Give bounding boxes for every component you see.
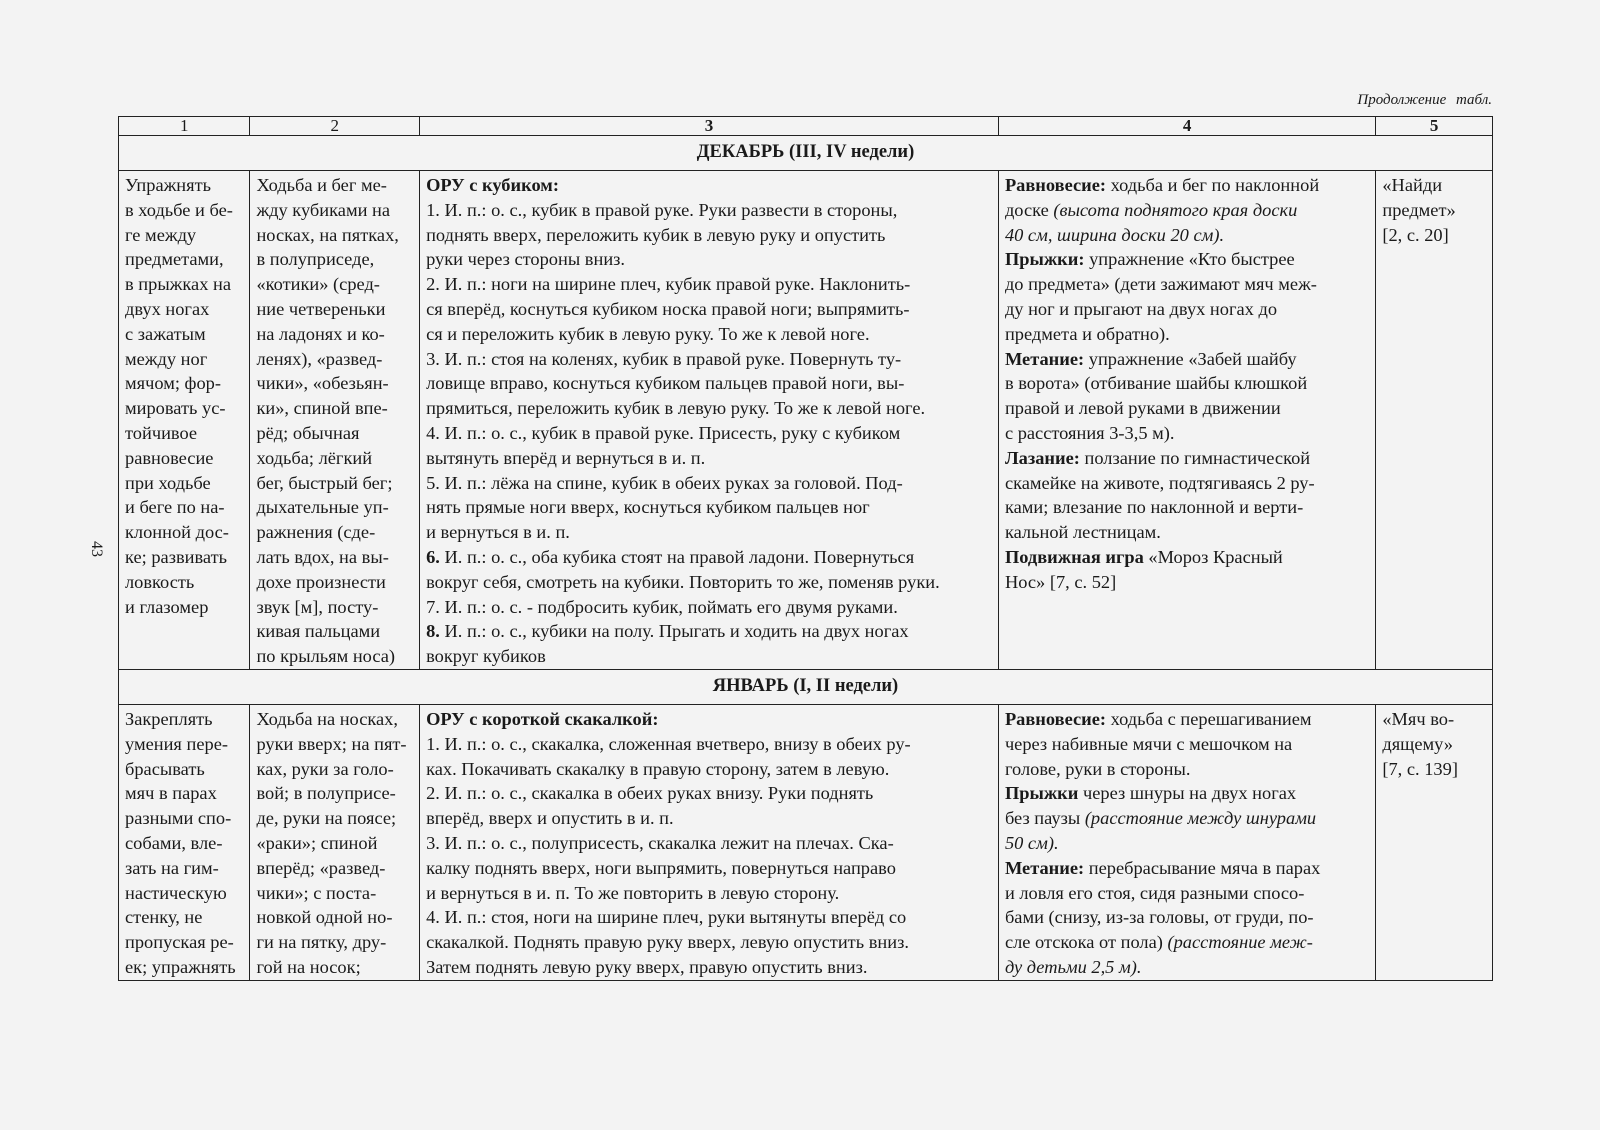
text-line: мячом; фор- <box>125 373 221 394</box>
text-line: на ладонях и ко- <box>256 323 385 344</box>
throwing-entry: сле отскока от пола) (расстояние меж- <box>1004 932 1313 953</box>
text-line: и вернуться в и. п. То же повторить в левую сторону. <box>426 882 840 903</box>
exercises-list <box>426 732 992 980</box>
text-line: и беге по на- <box>125 497 225 518</box>
text-line: Нос» [7, с. 52] <box>1004 571 1117 592</box>
balance-entry: 40 см, ширина доски 20 см). <box>1004 224 1225 245</box>
text-line: вокруг себя, смотреть на кубики. Повторить то же, поменяв руки. <box>426 571 940 592</box>
text-line: чики»; с поста- <box>256 882 377 903</box>
text-line: жду кубиками на <box>256 199 391 220</box>
jumps-entry: Прыжки через шнуры на двух ногах <box>1004 783 1297 804</box>
text-line: вокруг кубиков <box>426 646 546 667</box>
text-line: и ловля его стоя, сидя разными спосо- <box>1004 882 1305 903</box>
text-line: «Мяч во- <box>1382 708 1455 729</box>
text-line: вперёд; «развед- <box>256 857 386 878</box>
text-line: ках. Покачивать скакалку в правую сторону, затем в левую. <box>426 758 890 779</box>
text-line: 1. И. п.: о. с., кубик в правой руке. Руки развести в стороны, <box>426 199 898 220</box>
text-line: ги на пятку, дру- <box>256 932 387 953</box>
text-line: ловкость <box>125 571 195 592</box>
column-number: 2 <box>250 117 420 136</box>
continuation-note: Продолжение табл. <box>1357 92 1492 108</box>
text-line: Ходьба и бег ме- <box>256 175 387 195</box>
throwing-entry <box>1005 881 1369 931</box>
exercises-heading: ОРУ с короткой скакалкой: <box>426 708 659 729</box>
text-line: дыхательные уп- <box>256 497 389 518</box>
text-line: 1. И. п.: о. с., скакалка, сложенная вчетверо, внизу в обеих ру- <box>426 733 911 754</box>
text-line: равновесие <box>125 447 214 468</box>
exercises-list <box>426 198 992 669</box>
goals-cell <box>119 704 250 980</box>
text-line: с расстояния 3-3,5 м). <box>1004 422 1175 443</box>
text-line: мировать ус- <box>125 398 226 419</box>
text-line: Затем поднять левую руку вверх, правую опустить вниз. <box>426 956 868 977</box>
game-cell <box>1376 704 1493 980</box>
text-line: скамейке на животе, подтягиваясь 2 ру- <box>1004 472 1315 493</box>
text-line: умения пере- <box>125 733 228 754</box>
text-line: [7, с. 139] <box>1382 758 1458 779</box>
text-line: до предмета» (дети зажимают мяч меж- <box>1004 274 1317 295</box>
text-line: голове, руки в стороны. <box>1004 758 1191 779</box>
month-header-row <box>119 669 1493 704</box>
text-line: ге между <box>125 224 197 245</box>
table-row <box>119 171 1493 670</box>
text-line: 2. И. п.: о. с., скакалка в обеих руках внизу. Руки поднять <box>426 783 874 804</box>
text-line: 7. И. п.: о. с. - подбросить кубик, поймать его двумя руками. <box>426 596 898 617</box>
balance-entry: Равновесие: ходьба и бег по наклонной <box>1004 175 1320 195</box>
text-line: ся и переложить кубик в левую руку. То же к левой ноге. <box>426 323 870 344</box>
text-line: 3. И. п.: о. с., полуприсесть, скакалка лежит на плечах. Ска- <box>426 832 894 853</box>
text-line: бег, быстрый бег; <box>256 472 393 493</box>
text-line: ся вперёд, коснуться кубиком носка правой ноги; выпрямить- <box>426 298 910 319</box>
text-line: руки вверх; на пят- <box>256 733 407 754</box>
column-number: 1 <box>119 117 250 136</box>
text-line: предмет» <box>1382 199 1456 220</box>
exercises-heading: ОРУ с кубиком: <box>426 175 559 195</box>
throwing-entry: Метание: перебрасывание мяча в парах <box>1004 857 1321 878</box>
text-line: 2. И. п.: ноги на ширине плеч, кубик правой руке. Наклонить- <box>426 274 911 295</box>
column-number: 3 <box>420 117 999 136</box>
goals-cell <box>119 171 250 670</box>
text-line: двух ногах <box>125 298 210 319</box>
climbing-entry: Лазание: ползание по гимнастической <box>1004 447 1311 468</box>
text-line: Закреплять <box>125 708 213 729</box>
text-line: кальной лестницам. <box>1004 522 1161 543</box>
text-line: новкой одной но- <box>256 907 393 928</box>
text-line: и глазомер <box>125 596 209 617</box>
column-number: 5 <box>1376 117 1493 136</box>
throwing-entry: Метание: упражнение «Забей шайбу <box>1004 348 1297 369</box>
text-line: скакалкой. Поднять правую руку вверх, левую опустить вниз. <box>426 932 909 953</box>
text-line: по крыльям носа) <box>256 646 396 667</box>
throwing-entry <box>1005 371 1369 445</box>
text-line: настическую <box>125 882 227 903</box>
text-line: между ног <box>125 348 208 369</box>
text-line: ке; развивать <box>125 546 228 567</box>
balance-entry: доске (высота поднятого края доски <box>1004 199 1298 220</box>
text-line: клонной дос- <box>125 522 229 543</box>
climbing-entry <box>1005 471 1369 545</box>
text-line: разными спо- <box>125 808 232 829</box>
text-line: рёд; обычная <box>256 422 360 443</box>
throwing-entry: ду детьми 2,5 м). <box>1004 956 1142 977</box>
text-line: вперёд, вверх и опустить в и. п. <box>426 808 674 829</box>
text-line: в ходьбе и бе- <box>125 199 233 220</box>
text-line: поднять вверх, переложить кубик в левую руку и опустить <box>426 224 886 245</box>
text-line: нять прямые ноги вверх, коснуться кубиком пальцев ног <box>426 497 870 518</box>
text-line: 8. И. п.: о. с., кубики на полу. Прыгать и ходить на двух ногах <box>426 621 909 642</box>
text-line: Ходьба на носках, <box>256 708 398 729</box>
balance-entry: Равновесие: ходьба с перешагиванием <box>1004 708 1312 729</box>
text-line: чики», «обезьян- <box>256 373 389 394</box>
text-line: гой на носок; <box>256 956 361 977</box>
text-line: лать вдох, на вы- <box>256 546 389 567</box>
text-line: ние четвереньки <box>256 298 386 319</box>
text-line: звук [м], посту- <box>256 596 379 617</box>
text-line: 6. И. п.: о. с., оба кубика стоят на правой ладони. Повернуться <box>426 546 915 567</box>
text-line: вой; в полуприсе- <box>256 783 396 804</box>
column-number: 4 <box>998 117 1375 136</box>
text-line: ду ног и прыгают на двух ногах до <box>1004 298 1278 319</box>
text-line: предметами, <box>125 249 224 270</box>
text-line: стенку, не <box>125 907 203 928</box>
general-exercises-cell <box>420 171 999 670</box>
text-line: при ходьбе <box>125 472 211 493</box>
text-line: мяч в парах <box>125 783 217 804</box>
game-cell <box>1376 171 1493 670</box>
balance-entry <box>1005 732 1369 782</box>
month-title: ДЕКАБРЬ (III, IV недели) <box>119 136 1493 171</box>
text-line: ражнения (сде- <box>256 522 376 543</box>
text-line: «Найди <box>1382 175 1443 195</box>
text-line: калку поднять вверх, ноги выпрямить, повернуться направо <box>426 857 896 878</box>
text-line: ками; влезание по наклонной и верти- <box>1004 497 1304 518</box>
text-line: ленях), «развед- <box>256 348 383 369</box>
text-line: ек; упражнять <box>125 956 236 977</box>
exercise-table <box>118 116 1493 981</box>
game-entry <box>1005 570 1369 595</box>
text-line: собами, вле- <box>125 832 223 853</box>
text-line: де, руки на поясе; <box>256 808 397 829</box>
jumps-entry <box>1005 272 1369 346</box>
text-line: 3. И. п.: стоя на коленях, кубик в правой руке. Повернуть ту- <box>426 348 902 369</box>
text-line: зать на гим- <box>125 857 219 878</box>
text-line: руки через стороны вниз. <box>426 249 626 270</box>
text-line: тойчивое <box>125 422 198 443</box>
text-line: ходьба; лёгкий <box>256 447 373 468</box>
walking-running-cell <box>250 704 420 980</box>
table-row <box>119 704 1493 980</box>
text-line: в полуприседе, <box>256 249 375 270</box>
main-movements-cell <box>998 704 1375 980</box>
jumps-entry: 50 см). <box>1004 832 1059 853</box>
text-line: ки», спиной впе- <box>256 398 388 419</box>
text-line: брасывать <box>125 758 205 779</box>
jumps-entry: без паузы (расстояние между шнурами <box>1004 808 1317 829</box>
text-line: [2, с. 20] <box>1382 224 1449 245</box>
text-line: через набивные мячи с мешочком на <box>1004 733 1293 754</box>
text-line: пропуская ре- <box>125 932 234 953</box>
text-line: в прыжках на <box>125 274 231 295</box>
text-line: «раки»; спиной <box>256 832 378 853</box>
text-line: 4. И. п.: стоя, ноги на ширине плеч, руки вытянуты вперёд со <box>426 907 907 928</box>
game-entry: Подвижная игра «Мороз Красный <box>1004 546 1283 567</box>
text-line: бами (снизу, из-за головы, от груди, по- <box>1004 907 1314 928</box>
text-line: прямиться, переложить кубик в левую руку. То же к левой ноге. <box>426 398 926 419</box>
text-line: правой и левой руками в движении <box>1004 398 1281 419</box>
walking-running-cell <box>250 171 420 670</box>
month-header-row <box>119 136 1493 171</box>
text-line: дящему» <box>1382 733 1453 754</box>
text-line: кивая пальцами <box>256 621 381 642</box>
text-line: Упражнять <box>125 175 212 195</box>
month-title: ЯНВАРЬ (I, II недели) <box>119 669 1493 704</box>
text-line: «котики» (сред- <box>256 274 380 295</box>
text-line: 4. И. п.: о. с., кубик в правой руке. Присесть, руку с кубиком <box>426 422 901 443</box>
text-line: и вернуться в и. п. <box>426 522 570 543</box>
text-line: 5. И. п.: лёжа на спине, кубик в обеих руках за головой. Под- <box>426 472 903 493</box>
text-line: вытянуть вперёд и вернуться в и. п. <box>426 447 706 468</box>
text-line: ловище вправо, коснуться кубиком пальцев правой ноги, вы- <box>426 373 905 394</box>
main-movements-cell <box>998 171 1375 670</box>
page-number: 43 <box>88 541 105 557</box>
text-line: в ворота» (отбивание шайбы клюшкой <box>1004 373 1308 394</box>
text-line: дохе произнести <box>256 571 386 592</box>
column-number-row <box>119 117 1493 136</box>
text-line: носках, на пятках, <box>256 224 399 245</box>
text-line: с зажатым <box>125 323 206 344</box>
text-line: ках, руки за голо- <box>256 758 394 779</box>
general-exercises-cell <box>420 704 999 980</box>
jumps-entry: Прыжки: упражнение «Кто быстрее <box>1004 249 1295 270</box>
text-line: предмета и обратно). <box>1004 323 1170 344</box>
